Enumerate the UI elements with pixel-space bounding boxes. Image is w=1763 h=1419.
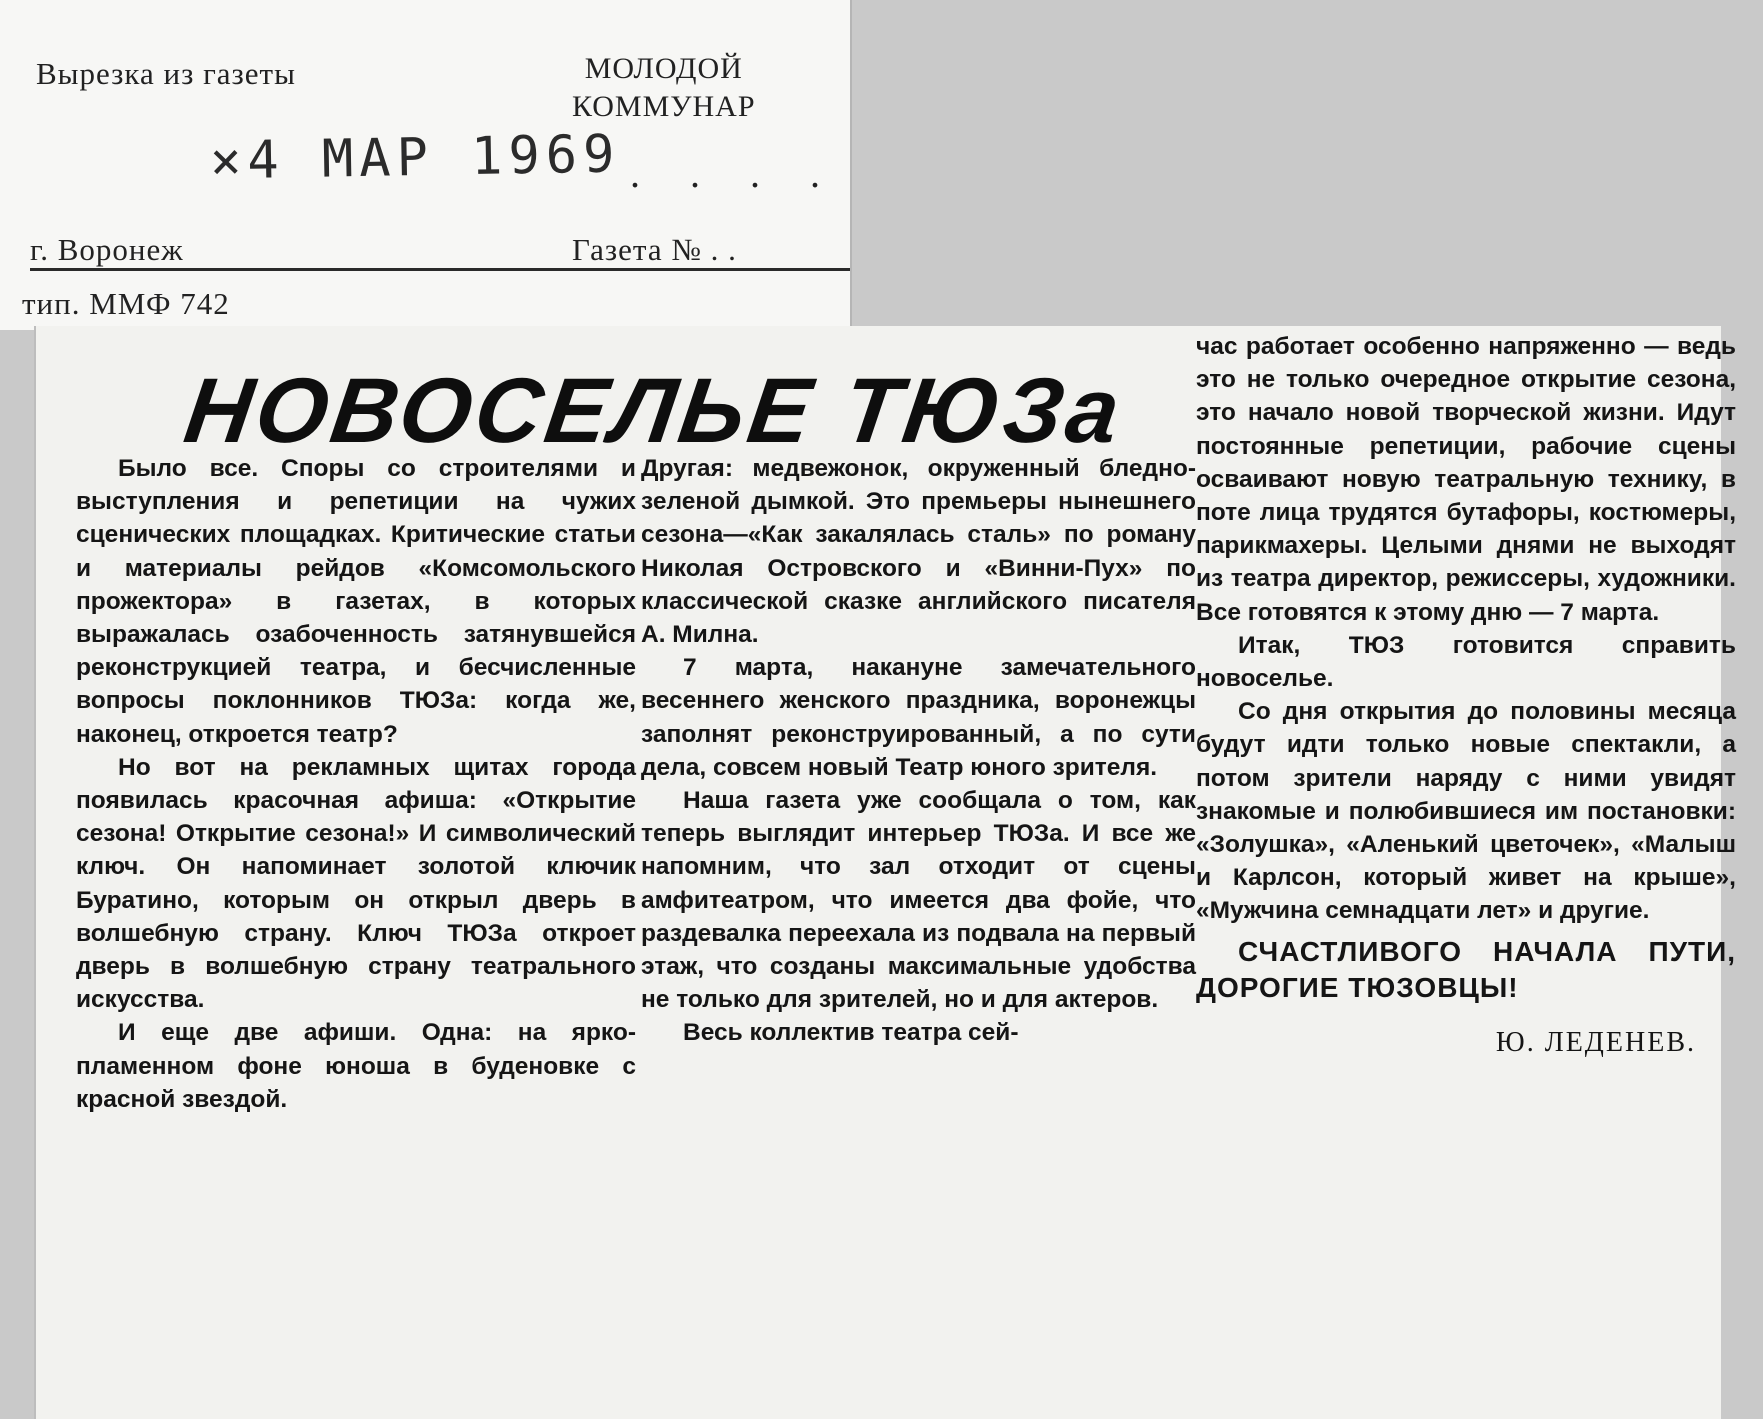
clipping-label — [0, 0, 852, 330]
paragraph: 7 марта, накануне замечательного весеннего женского праздника, воронежцы заполнят реконструированный, а по сути дела, совсем новый Театр юного зрителя. — [641, 654, 1196, 781]
newspaper-name — [572, 50, 756, 126]
newspaper-article — [34, 326, 1736, 1419]
paragraph: Итак, ТЮЗ готовится справить новоселье. — [1196, 631, 1736, 693]
paragraph: Другая: медвежонок, окруженный бледно-зеленой дымкой. Это премьеры нынешнего сезона—«Как закалялась сталь» по роману Николая Островского и «Винни-Пух» по классической сказке английского писателя А. Милна. — [641, 455, 1196, 649]
paragraph: Но вот на рекламных щитах города появилась красочная афиша: «Открытие сезона! Открытие сезона!» И символический ключ. Он напоминает золотой ключик Буратино, которым он открыл дверь в волшебную страну. Ключ ТЮЗа откроет дверь в волшебную страну театрального искусства. — [76, 753, 636, 1014]
paragraph: Со дня открытия до половины месяца будут идти только новые спектакли, а потом зрители наряду с ними увидят знакомые и полюбившиеся им постановки: «Золушка», «Аленький цветочек», «Малыш и Карлсон, который живет на крыше», «Мужчина семнадцати лет» и другие. — [1196, 698, 1736, 925]
paragraph: Наша газета уже сообщала о том, как теперь выглядит интерьер ТЮЗа. И все же напомним, что зал отходит от сцены амфитеатром, что имеется два фойе, что раздевалка переехала из подвала на первый этаж, что созданы максимальные удобства не только для зрителей, но и для актеров. — [641, 787, 1196, 1014]
city-label: г. Воронеж — [30, 232, 184, 267]
author-signature: Ю. ЛЕДЕНЕВ. — [1495, 1026, 1696, 1058]
article-column-1 — [76, 452, 636, 1116]
paragraph: Весь коллектив театра сей- — [683, 1019, 1019, 1047]
issue-label: Газета № . . — [572, 232, 737, 267]
article-column-3 — [1196, 330, 1736, 1059]
article-headline: НОВОСЕЛЬЕ ТЮЗа — [178, 360, 1130, 462]
newspaper-name-line2: КОММУНАР — [572, 90, 756, 123]
paragraph: Было все. Споры со строителями и выступления и репетиции на чужих сценических площадках. Критические статьи и материалы рейдов «Комсомольского прожектора» в газетах, в которых выражалась озабоченность затянувшейся реконструкцией театра, и бесчисленные вопросы поклонников ТЮЗа: когда же, наконец, откроется театр? — [76, 455, 636, 748]
closing-line: СЧАСТЛИВОГО НАЧАЛА ПУТИ, ДОРОГИЕ ТЮЗОВЦЫ! — [1196, 935, 1736, 1003]
divider-rule — [30, 268, 850, 271]
date-dots: . . . . — [630, 151, 840, 196]
printer-label: тип. ММФ 742 — [22, 286, 230, 321]
paragraph: И еще две афиши. Одна: на ярко-пламенном фоне юноша в буденовке с красной звездой. — [76, 1019, 636, 1113]
newspaper-name-line1: МОЛОДОЙ — [584, 52, 743, 85]
date-stamp: ×4 МАР 1969 — [209, 124, 621, 192]
paragraph: час работает особенно напряженно — ведь это не только очередное открытие сезона, это начало новой творческой жизни. Идут постоянные репетиции, рабочие сцены осваивают новую театральную технику, в поте лица трудятся бутафоры, костюмеры, парикмахеры. Целыми днями не выходят из театра директор, режиссеры, художники. Все готовятся к этому дню — 7 марта. — [1196, 333, 1736, 626]
article-column-2 — [641, 452, 1196, 1050]
clipping-source-label: Вырезка из газеты — [36, 56, 296, 91]
